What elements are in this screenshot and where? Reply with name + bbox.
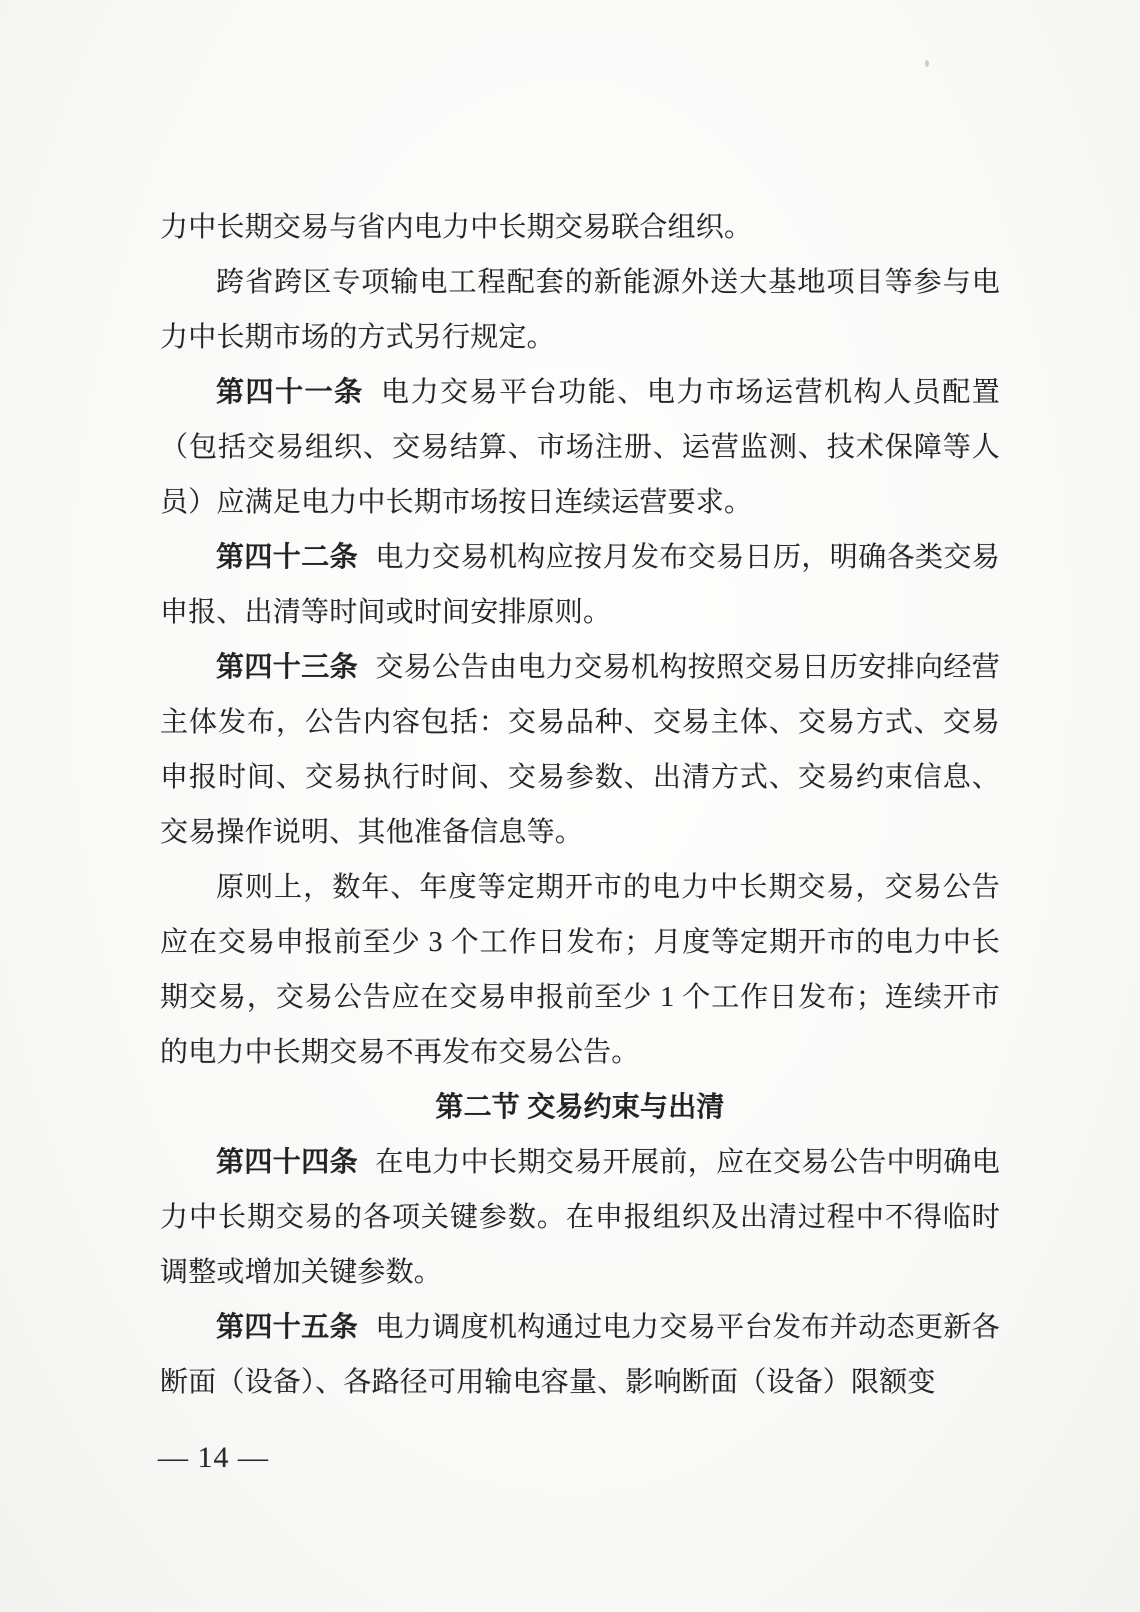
article-text: 在电力中长期交易开展前，应在交易公告中明确电力中长期交易的各项关键参数。在申报组织及出清过程中不得临时调整或增加关键参数。 xyxy=(160,1147,1000,1288)
page-number: — 14 — xyxy=(158,1441,269,1474)
article-number: 第四十五条 xyxy=(216,1312,359,1343)
article-number: 第四十二条 xyxy=(216,542,359,573)
scan-artifact xyxy=(925,60,929,67)
document-body xyxy=(160,200,1000,1410)
article-paragraph-45 xyxy=(160,1300,1000,1410)
article-text: 电力交易机构应按月发布交易日历，明确各类交易申报、出清等时间或时间安排原则。 xyxy=(160,542,1000,628)
paragraph-text: 跨省跨区专项输电工程配套的新能源外送大基地项目等参与电力中长期市场的方式另行规定。 xyxy=(160,267,1000,353)
article-paragraph-44 xyxy=(160,1135,1000,1300)
article-text: 电力交易平台功能、电力市场运营机构人员配置（包括交易组织、交易结算、市场注册、运营监测、技术保障等人员）应满足电力中长期市场按日连续运营要求。 xyxy=(160,377,1000,518)
article-number: 第四十四条 xyxy=(216,1147,359,1178)
paragraph-text: 原则上，数年、年度等定期开市的电力中长期交易，交易公告应在交易申报前至少 3 个工作日发布；月度等定期开市的电力中长期交易，交易公告应在交易申报前至少 1 个工作日发布；连续开市的电力中长期交易不再发布交易公告。 xyxy=(160,872,1000,1068)
article-paragraph-42 xyxy=(160,530,1000,640)
paragraph xyxy=(160,860,1000,1080)
section-heading xyxy=(160,1080,1000,1135)
paragraph-continuation xyxy=(160,200,1000,255)
paragraph-text: 力中长期交易与省内电力中长期交易联合组织。 xyxy=(160,212,753,243)
article-number: 第四十一条 xyxy=(216,377,364,408)
article-paragraph-41 xyxy=(160,365,1000,530)
paragraph xyxy=(160,255,1000,365)
section-heading-text: 第二节 交易约束与出清 xyxy=(435,1092,725,1123)
article-number: 第四十三条 xyxy=(216,652,359,683)
article-text: 交易公告由电力交易机构按照交易日历安排向经营主体发布，公告内容包括：交易品种、交易主体、交易方式、交易申报时间、交易执行时间、交易参数、出清方式、交易约束信息、交易操作说明、其他准备信息等。 xyxy=(160,652,1000,848)
article-text: 电力调度机构通过电力交易平台发布并动态更新各断面（设备）、各路径可用输电容量、影响断面（设备）限额变 xyxy=(160,1312,1000,1398)
article-paragraph-43 xyxy=(160,640,1000,860)
